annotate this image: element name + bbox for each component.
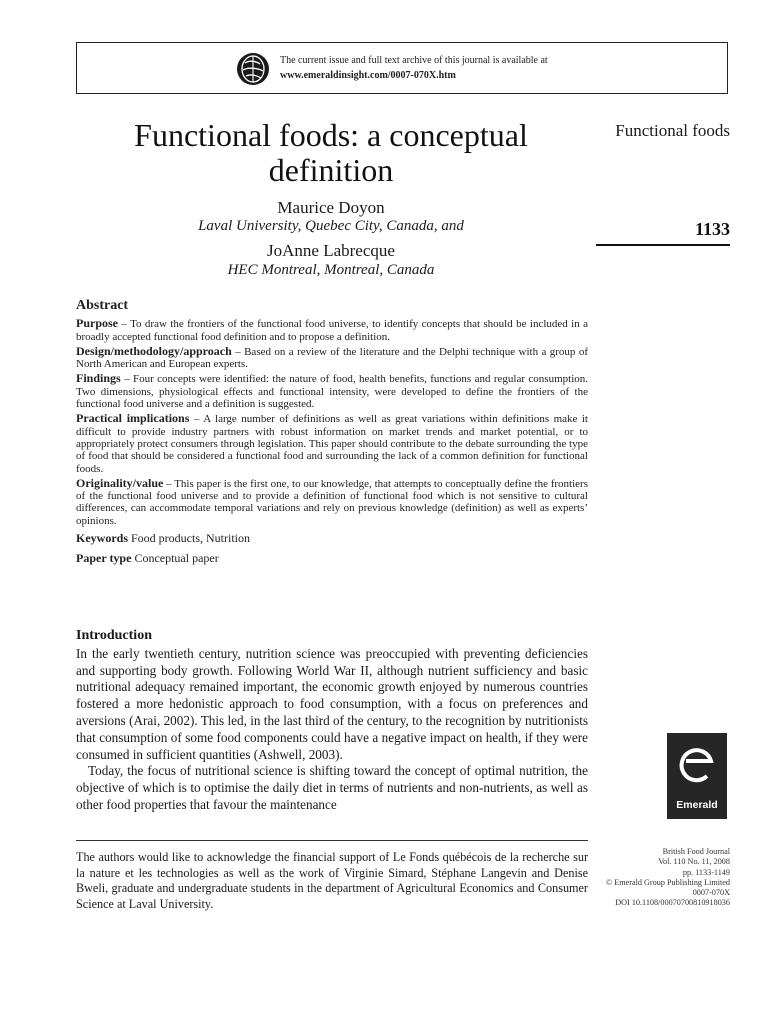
page-number-rule (596, 244, 730, 246)
emerald-logo-icon (667, 733, 727, 797)
journal-name: British Food Journal (662, 847, 730, 856)
journal-pages: pp. 1133-1149 (682, 867, 730, 877)
practical-text: – A large number of definitions as well as great variations within definitions make it difficult to provide industry partners with robust information on market trends and market potential, or to appropriately protect consumers through legislation. This paper should contribute to the debate surrounding the type of food that should be considered a functional food and surrounding the lack of a common definition for functional foods. (76, 413, 588, 475)
abstract-section (76, 300, 588, 565)
emerald-logo-text: Emerald (676, 799, 718, 811)
practical-label: Practical implications (76, 411, 190, 426)
copyright-line: © Emerald Group Publishing Limited (605, 877, 730, 887)
purpose-text: – To draw the frontiers of the functional food universe, to identify concepts that should be included in a broadly accepted functional food definition and to propose a definition. (76, 318, 588, 343)
abstract-practical (76, 412, 588, 474)
paper-type-text: Conceptual paper (131, 551, 219, 566)
journal-banner (76, 42, 728, 94)
findings-text: – Four concepts were identified: the nature of food, health benefits, functions and regular consumption. Two dimensions, physiological effects and functional intensity, were developed to define the frontiers of the functional food universe and a definition is suggested. (76, 373, 588, 411)
doi-line: DOI 10.1108/00070700810918036 (615, 898, 730, 908)
introduction-heading: Introduction (76, 628, 152, 643)
page-number: 1133 (694, 219, 730, 239)
banner-text (280, 53, 548, 83)
abstract-design (76, 345, 588, 371)
originality-label: Originality/value (76, 475, 164, 490)
introduction-section (76, 628, 588, 814)
findings-label: Findings (76, 371, 121, 386)
banner-line: The current issue and full text archive of this journal is available at (280, 55, 548, 66)
abstract-paper-type (76, 552, 588, 564)
design-label: Design/methodology/approach (76, 343, 232, 358)
abstract-heading: Abstract (76, 298, 129, 313)
abstract-originality (76, 477, 588, 527)
article-title: Functional foods: a conceptual definition (134, 117, 528, 188)
introduction-paragraph-2: Today, the focus of nutritional science is shifting toward the concept of optimal nutrition, the objective of which is to optimise the daily diet in terms of nutrients and non-nutrients, as well as other food properties that favour the maintenance (76, 763, 588, 812)
publication-info (584, 847, 730, 909)
banner-url[interactable]: www.emeraldinsight.com/0007-070X.htm (280, 70, 456, 81)
originality-text: – This paper is the first one, to our knowledge, that attempts to conceptually define the frontiers of the functional food universe and to provide a definition of functional food which is not sensitive to cultural differences, can accommodate temporal variations and rely on previous knowledge (definition) as well as experts’ opinions. (76, 477, 588, 527)
author-affiliation-1: Laval University, Quebec City, Canada, and (198, 218, 464, 234)
emerald-logo (667, 733, 727, 819)
acknowledgement-footnote: The authors would like to acknowledge the financial support of Le Fonds québécois de la recherche sur la nature et les technologies as well as the work of Virginie Simard, Stéphane Langevin and Denise Bweli, graduate and undergraduate students in the department of Agricultural Economics and Consumer Science at Laval University. (76, 850, 588, 911)
keywords-text: Food products, Nutrition (128, 531, 250, 546)
issn-line: 0007-070X (692, 888, 730, 898)
abstract-keywords (76, 532, 588, 544)
paper-type-label: Paper type (76, 551, 132, 566)
running-head: Functional foods (615, 121, 730, 140)
introduction-paragraph-1: In the early twentieth century, nutrition science was preoccupied with preventing deficiencies and supporting body growth. Following World War II, although nutrient sufficiency and basic nutritional adequacy remained important, the economic growth enjoyed by numerous countries fostered a more hedonistic approach to food consumption, with a focus on preferences and aversions (Arai, 2002). This led, in the last third of the century, to the recognition by nutritionists that consumption of some food components could have a negative impact on health, if they were consumed in sufficient quantities (Ashwell, 2003). (76, 645, 588, 762)
author-name-1: Maurice Doyon (277, 198, 385, 217)
author-name-2: JoAnne Labrecque (267, 241, 395, 260)
journal-volume: Vol. 110 No. 11, 2008 (658, 857, 730, 867)
footnote-rule (76, 840, 588, 841)
keywords-label: Keywords (76, 531, 128, 546)
globe-icon (236, 52, 270, 86)
abstract-purpose (76, 317, 588, 343)
design-text: – Based on a review of the literature and the Delphi technique with a group of North American and European experts. (76, 345, 588, 371)
abstract-findings (76, 372, 588, 410)
author-affiliation-2: HEC Montreal, Montreal, Canada (227, 262, 435, 278)
purpose-label: Purpose (76, 316, 118, 331)
